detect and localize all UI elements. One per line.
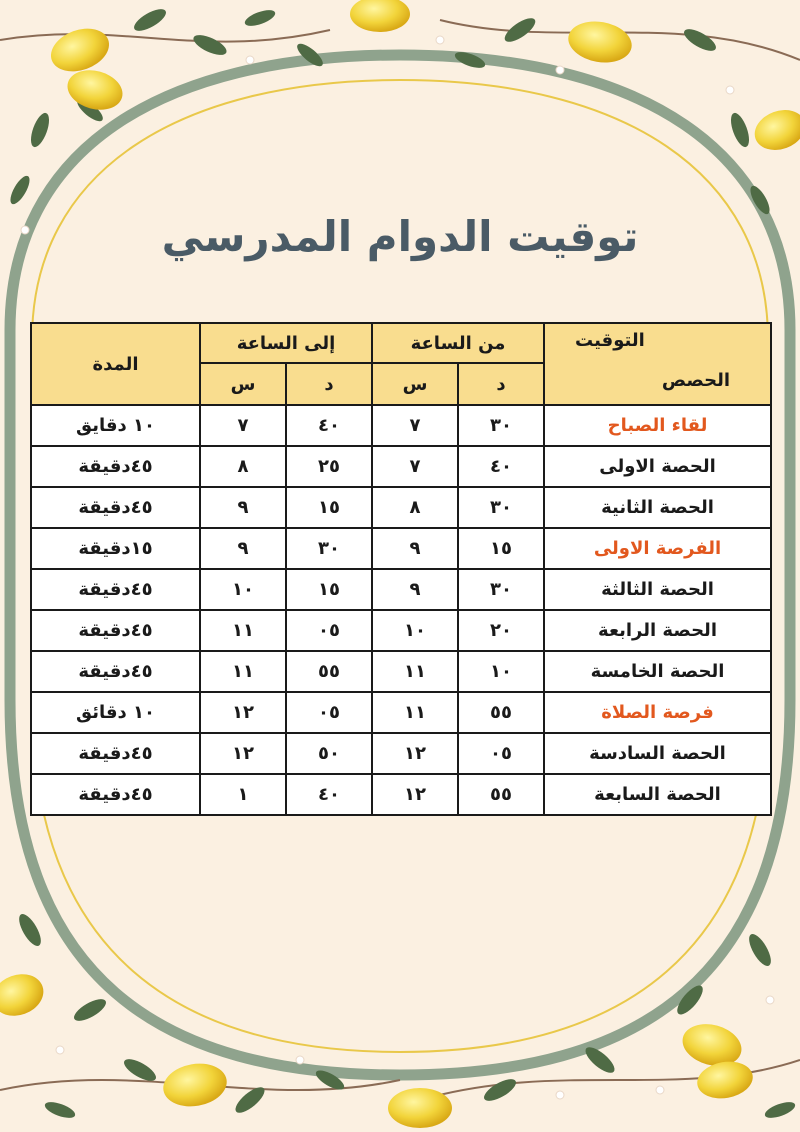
period-name: الفرصة الاولى [544, 528, 771, 569]
to-header: إلى الساعة [200, 323, 372, 363]
period-name: فرصة الصلاة [544, 692, 771, 733]
duration: ٤٥دقيقة [31, 733, 200, 774]
to-hour: ١٠ [200, 569, 286, 610]
period-name: الحصة الاولى [544, 446, 771, 487]
from-minute: ٠٥ [458, 733, 544, 774]
table-row [31, 651, 771, 692]
duration: ٤٥دقيقة [31, 774, 200, 815]
from-hour: ٧ [372, 446, 458, 487]
from-minute: ١٠ [458, 651, 544, 692]
period-name: الحصة الثالثة [544, 569, 771, 610]
to-hour: ١١ [200, 651, 286, 692]
period-name: لقاء الصباح [544, 405, 771, 446]
to-hour: ١٢ [200, 733, 286, 774]
to-minute: ٤٠ [286, 405, 372, 446]
from-hour: ٩ [372, 569, 458, 610]
period-name: الحصة الثانية [544, 487, 771, 528]
to-hour: ١ [200, 774, 286, 815]
from-minute: ٣٠ [458, 487, 544, 528]
to-hour: ٩ [200, 528, 286, 569]
duration: ١٠ دقائق [31, 692, 200, 733]
from-hour: ١١ [372, 692, 458, 733]
period-name: الحصة السادسة [544, 733, 771, 774]
to-minute-header: د [286, 363, 372, 405]
from-minute: ٢٠ [458, 610, 544, 651]
table-row [31, 774, 771, 815]
schedule-body [31, 405, 771, 815]
period-name: الحصة السابعة [544, 774, 771, 815]
table-row [31, 692, 771, 733]
table-row [31, 610, 771, 651]
duration-header: المدة [31, 323, 200, 405]
from-minute: ٥٥ [458, 692, 544, 733]
from-hour: ٧ [372, 405, 458, 446]
from-hour: ١٠ [372, 610, 458, 651]
table-row [31, 528, 771, 569]
duration: ١٥دقيقة [31, 528, 200, 569]
from-hour: ١٢ [372, 733, 458, 774]
duration: ٤٥دقيقة [31, 651, 200, 692]
from-minute: ١٥ [458, 528, 544, 569]
to-minute: ٠٥ [286, 610, 372, 651]
from-header: من الساعة [372, 323, 544, 363]
to-minute: ٣٠ [286, 528, 372, 569]
table-row [31, 487, 771, 528]
to-hour: ٨ [200, 446, 286, 487]
from-minute: ٥٥ [458, 774, 544, 815]
to-hour: ٩ [200, 487, 286, 528]
from-hour: ١٢ [372, 774, 458, 815]
from-hour-header: س [372, 363, 458, 405]
from-hour: ٩ [372, 528, 458, 569]
to-hour: ٧ [200, 405, 286, 446]
table-row [31, 446, 771, 487]
to-hour: ١٢ [200, 692, 286, 733]
duration: ٤٥دقيقة [31, 610, 200, 651]
table-row [31, 569, 771, 610]
duration: ١٠ دقايق [31, 405, 200, 446]
duration: ٤٥دقيقة [31, 569, 200, 610]
duration: ٤٥دقيقة [31, 487, 200, 528]
from-minute: ٣٠ [458, 569, 544, 610]
from-hour: ٨ [372, 487, 458, 528]
table-row [31, 733, 771, 774]
schedule-table [30, 322, 772, 816]
from-minute: ٤٠ [458, 446, 544, 487]
period-header [544, 323, 771, 405]
to-minute: ٥٠ [286, 733, 372, 774]
to-minute: ٠٥ [286, 692, 372, 733]
to-hour-header: س [200, 363, 286, 405]
to-minute: ٢٥ [286, 446, 372, 487]
table-row [31, 405, 771, 446]
to-minute: ٤٠ [286, 774, 372, 815]
period-name: الحصة الخامسة [544, 651, 771, 692]
to-minute: ٥٥ [286, 651, 372, 692]
period-header-bottom: الحصص [661, 370, 731, 391]
to-minute: ١٥ [286, 569, 372, 610]
from-minute: ٣٠ [458, 405, 544, 446]
period-name: الحصة الرابعة [544, 610, 771, 651]
from-minute-header: د [458, 363, 544, 405]
to-hour: ١١ [200, 610, 286, 651]
to-minute: ١٥ [286, 487, 372, 528]
duration: ٤٥دقيقة [31, 446, 200, 487]
page-title: توقيت الدوام المدرسي [161, 212, 639, 261]
from-hour: ١١ [372, 651, 458, 692]
period-header-top: التوقيت [575, 330, 645, 351]
